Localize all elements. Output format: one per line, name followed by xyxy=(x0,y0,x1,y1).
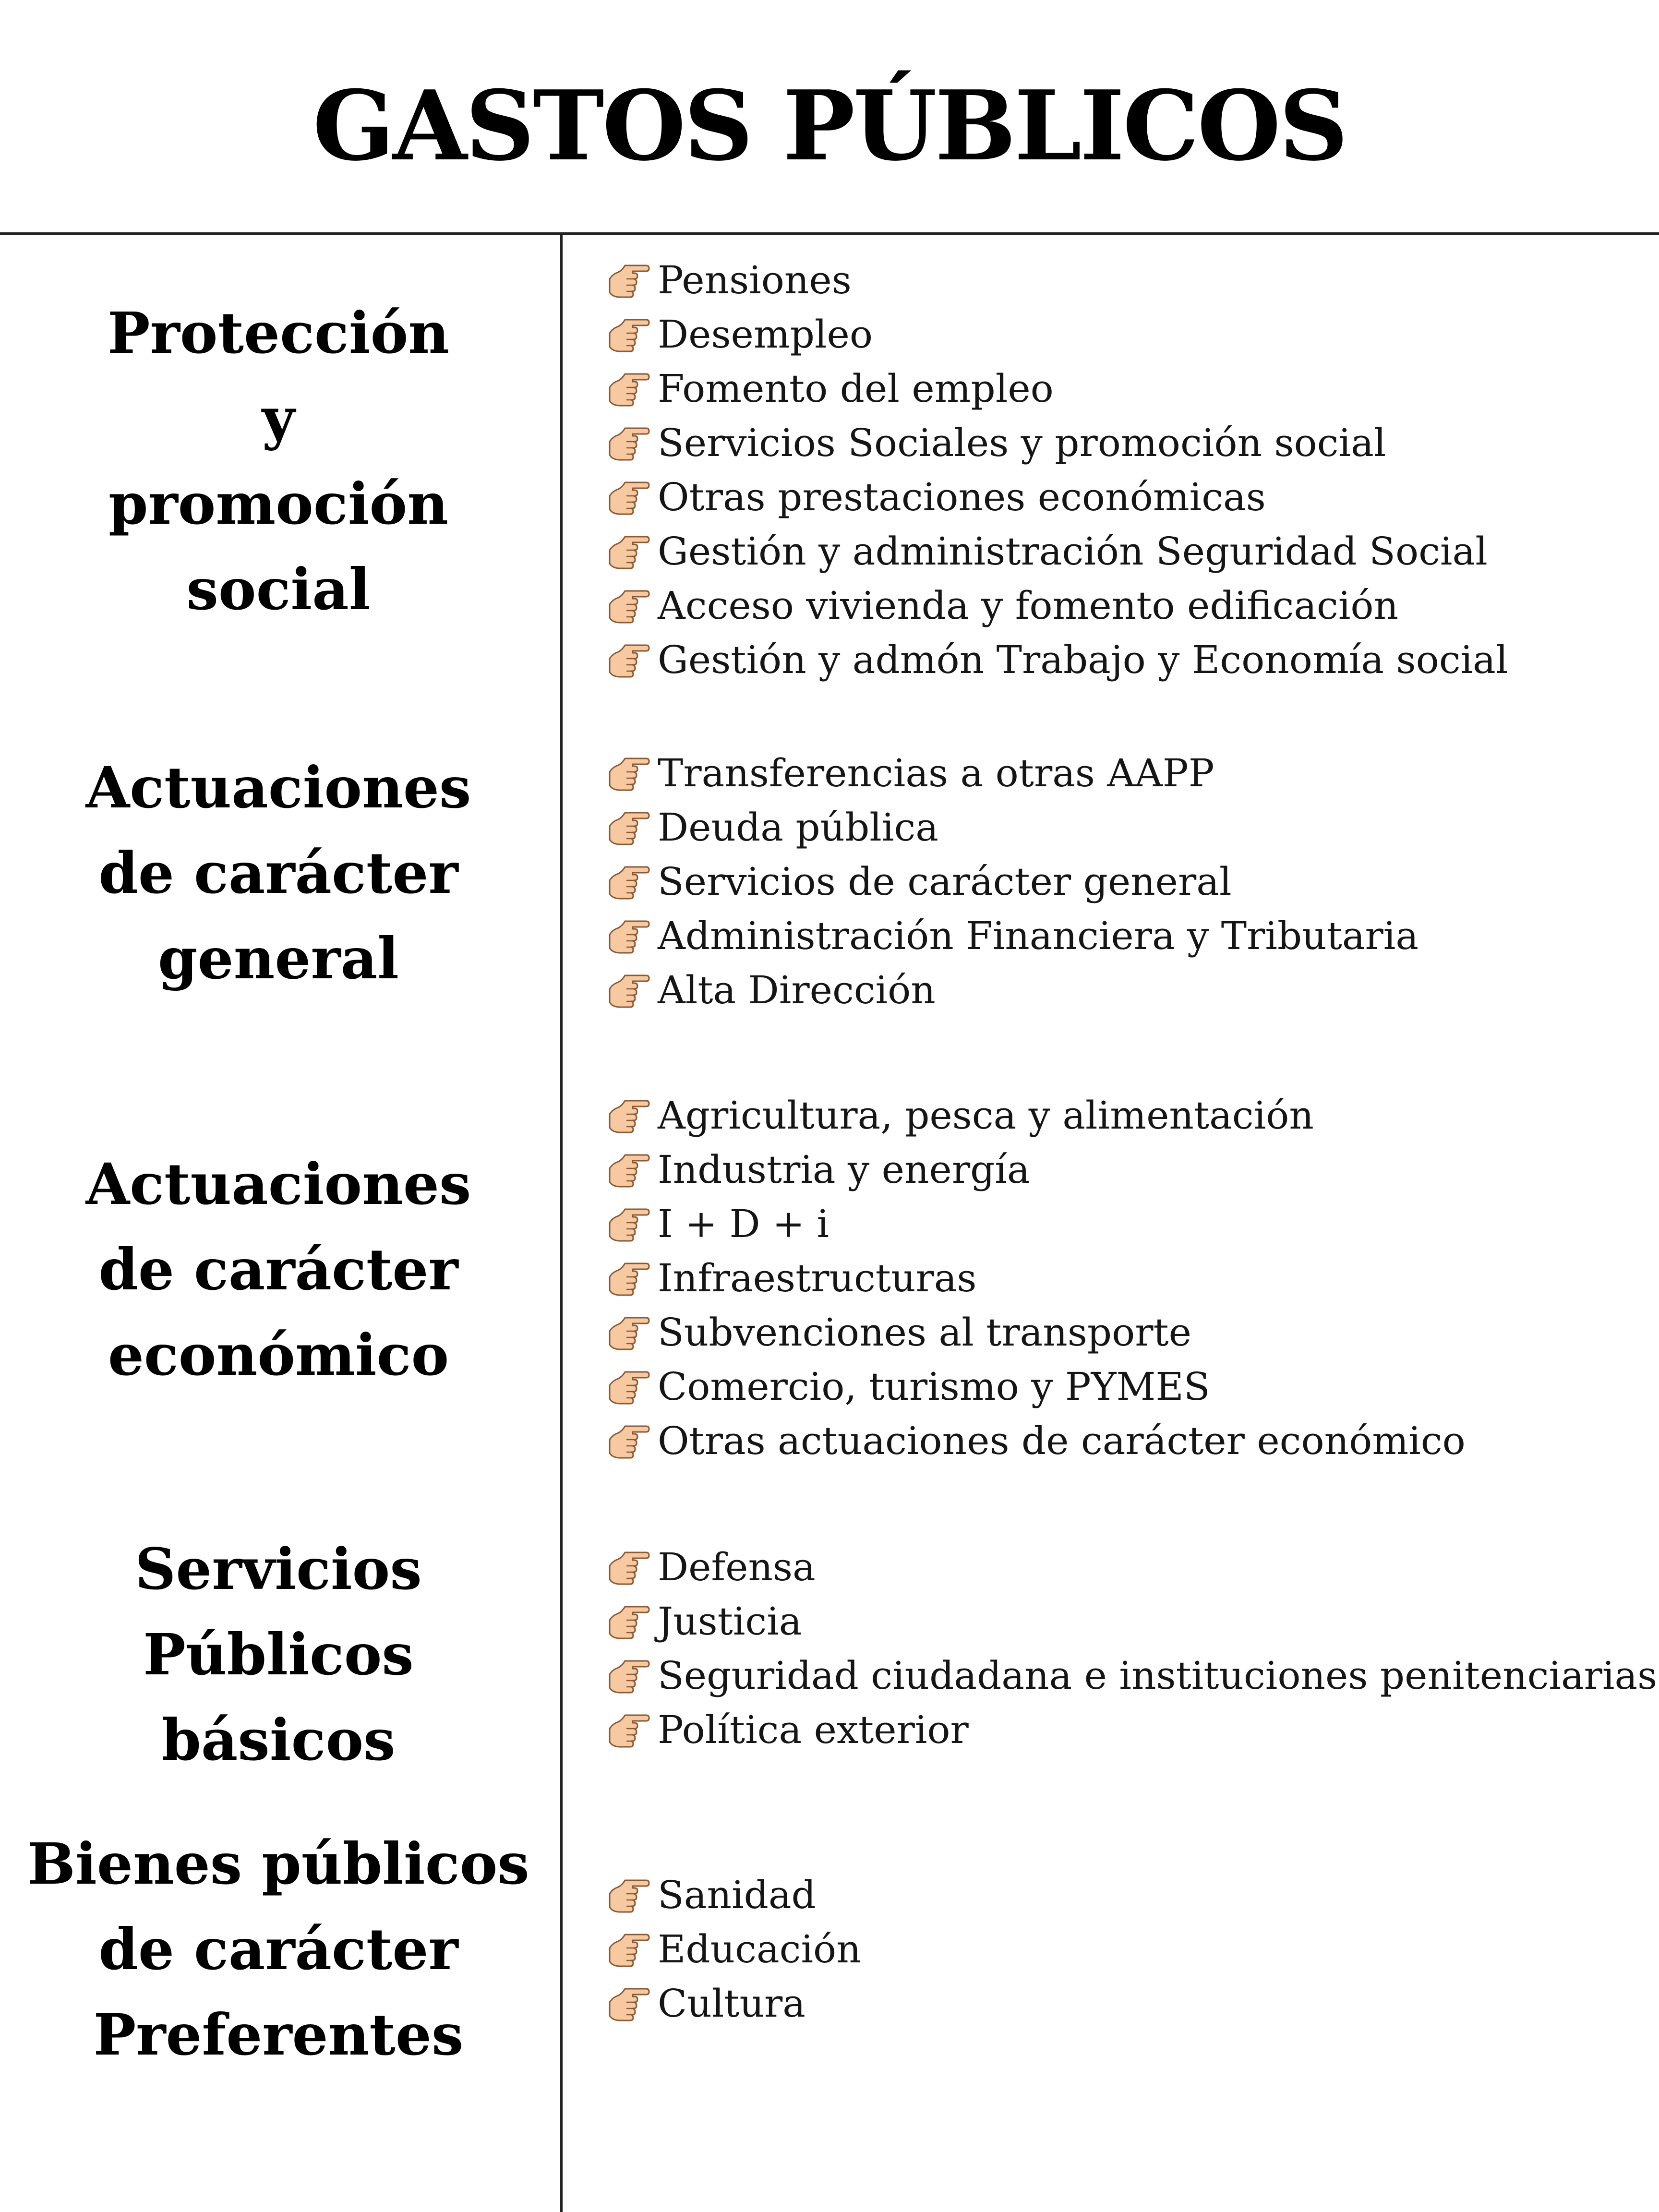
list-item xyxy=(606,909,1419,963)
list-item xyxy=(606,1922,861,1976)
category-heading-line: Actuaciones xyxy=(85,754,471,821)
list-item xyxy=(606,1703,1657,1757)
item-label: Administración Financiera y Tributaria xyxy=(658,914,1419,958)
list-item xyxy=(606,1648,1657,1703)
category-heading-line: de carácter xyxy=(98,840,458,906)
category-heading-line: social xyxy=(186,556,371,623)
item-label: I + D + i xyxy=(658,1202,830,1246)
column-divider xyxy=(560,233,563,2212)
pointing-hand-icon xyxy=(606,1548,650,1587)
pointing-hand-icon xyxy=(606,1150,650,1190)
pointing-hand-icon xyxy=(606,971,650,1010)
list-item xyxy=(606,1594,1657,1648)
category-heading-line: de carácter xyxy=(98,1916,458,1983)
header-divider xyxy=(0,232,1659,235)
pointing-hand-icon xyxy=(606,1204,650,1244)
item-label: Comercio, turismo y PYMES xyxy=(658,1364,1210,1409)
list-item xyxy=(606,1251,1466,1305)
item-label: Otras prestaciones económicas xyxy=(658,475,1266,519)
pointing-hand-icon xyxy=(606,586,650,625)
item-label: Subvenciones al transporte xyxy=(658,1310,1191,1355)
pointing-hand-icon xyxy=(606,1313,650,1352)
item-label: Gestión y admón Trabajo y Economía social xyxy=(658,637,1508,682)
pointing-hand-icon xyxy=(606,862,650,902)
item-label: Infraestructuras xyxy=(658,1256,977,1300)
item-label: Cultura xyxy=(658,1981,805,2026)
pointing-hand-icon xyxy=(606,1259,650,1298)
list-item xyxy=(606,1197,1466,1251)
item-label: Desempleo xyxy=(658,312,873,357)
item-label: Educación xyxy=(658,1927,861,1972)
item-label: Pensiones xyxy=(658,258,852,302)
list-item xyxy=(606,1142,1466,1197)
category-heading xyxy=(0,290,557,632)
item-list xyxy=(606,1540,1657,1757)
list-item xyxy=(606,1088,1466,1142)
list-item xyxy=(606,1305,1466,1359)
category-heading-line: Públicos xyxy=(143,1621,414,1688)
item-list xyxy=(606,1868,861,2031)
pointing-hand-icon xyxy=(606,916,650,956)
category-heading-line: Actuaciones xyxy=(85,1151,471,1217)
pointing-hand-icon xyxy=(606,1602,650,1641)
category-heading-line: y xyxy=(262,385,295,452)
pointing-hand-icon xyxy=(606,1656,650,1695)
item-list xyxy=(606,253,1508,687)
category-heading xyxy=(0,1527,557,1783)
pointing-hand-icon xyxy=(606,532,650,571)
item-label: Justicia xyxy=(658,1599,802,1644)
item-label: Política exterior xyxy=(658,1707,969,1752)
pointing-hand-icon xyxy=(606,1096,650,1135)
list-item xyxy=(606,800,1419,854)
category-heading-line: básicos xyxy=(161,1707,396,1773)
item-label: Fomento del empleo xyxy=(658,366,1054,411)
item-label: Sanidad xyxy=(658,1873,816,1917)
pointing-hand-icon xyxy=(606,1710,650,1750)
pointing-hand-icon xyxy=(606,369,650,409)
list-item xyxy=(606,578,1508,633)
category-heading-line: Servicios xyxy=(135,1536,422,1602)
item-list xyxy=(606,746,1419,1017)
item-label: Servicios de carácter general xyxy=(658,859,1232,904)
item-label: Acceso vivienda y fomento edificación xyxy=(658,583,1399,628)
category-heading-line: promoción xyxy=(108,470,449,537)
list-item xyxy=(606,253,1508,307)
list-item xyxy=(606,1540,1657,1594)
item-label: Gestión y administración Seguridad Social xyxy=(658,529,1488,574)
list-item xyxy=(606,307,1508,361)
list-item xyxy=(606,746,1419,800)
list-item xyxy=(606,524,1508,578)
item-list xyxy=(606,1088,1466,1468)
item-label: Alta Dirección xyxy=(658,968,936,1012)
pointing-hand-icon xyxy=(606,1367,650,1407)
category-heading-line: Protección xyxy=(107,300,450,366)
list-item xyxy=(606,416,1508,470)
list-item xyxy=(606,854,1419,909)
item-label: Servicios Sociales y promoción social xyxy=(658,421,1386,465)
pointing-hand-icon xyxy=(606,754,650,793)
pointing-hand-icon xyxy=(606,1930,650,1969)
pointing-hand-icon xyxy=(606,808,650,847)
pointing-hand-icon xyxy=(606,1984,650,2023)
item-label: Otras actuaciones de carácter económico xyxy=(658,1419,1466,1463)
item-label: Defensa xyxy=(658,1545,816,1589)
list-item xyxy=(606,1414,1466,1468)
pointing-hand-icon xyxy=(606,261,650,300)
pointing-hand-icon xyxy=(606,478,650,517)
category-heading xyxy=(0,1142,557,1398)
list-item xyxy=(606,1868,861,1922)
pointing-hand-icon xyxy=(606,423,650,463)
category-heading xyxy=(0,745,557,1001)
list-item xyxy=(606,1976,861,2031)
category-heading-line: económico xyxy=(108,1322,449,1388)
pointing-hand-icon xyxy=(606,315,650,354)
item-label: Transferencias a otras AAPP xyxy=(658,751,1214,795)
page-title: GASTOS PÚBLICOS xyxy=(313,70,1346,182)
list-item xyxy=(606,963,1419,1017)
category-heading-line: de carácter xyxy=(98,1236,458,1303)
pointing-hand-icon xyxy=(606,1421,650,1461)
pointing-hand-icon xyxy=(606,640,650,680)
category-heading-line: general xyxy=(158,925,399,992)
pointing-hand-icon xyxy=(606,1875,650,1915)
list-item xyxy=(606,361,1508,416)
category-heading-line: Bienes públicos xyxy=(27,1830,529,1897)
list-item xyxy=(606,470,1508,524)
list-item xyxy=(606,633,1508,687)
item-label: Agricultura, pesca y alimentación xyxy=(658,1093,1314,1138)
category-heading xyxy=(0,1821,557,2078)
item-label: Deuda pública xyxy=(658,805,938,850)
item-label: Seguridad ciudadana e instituciones penitenciarias xyxy=(658,1653,1658,1698)
list-item xyxy=(606,1359,1466,1414)
category-heading-line: Preferentes xyxy=(93,2001,464,2068)
item-label: Industria y energía xyxy=(658,1147,1030,1192)
